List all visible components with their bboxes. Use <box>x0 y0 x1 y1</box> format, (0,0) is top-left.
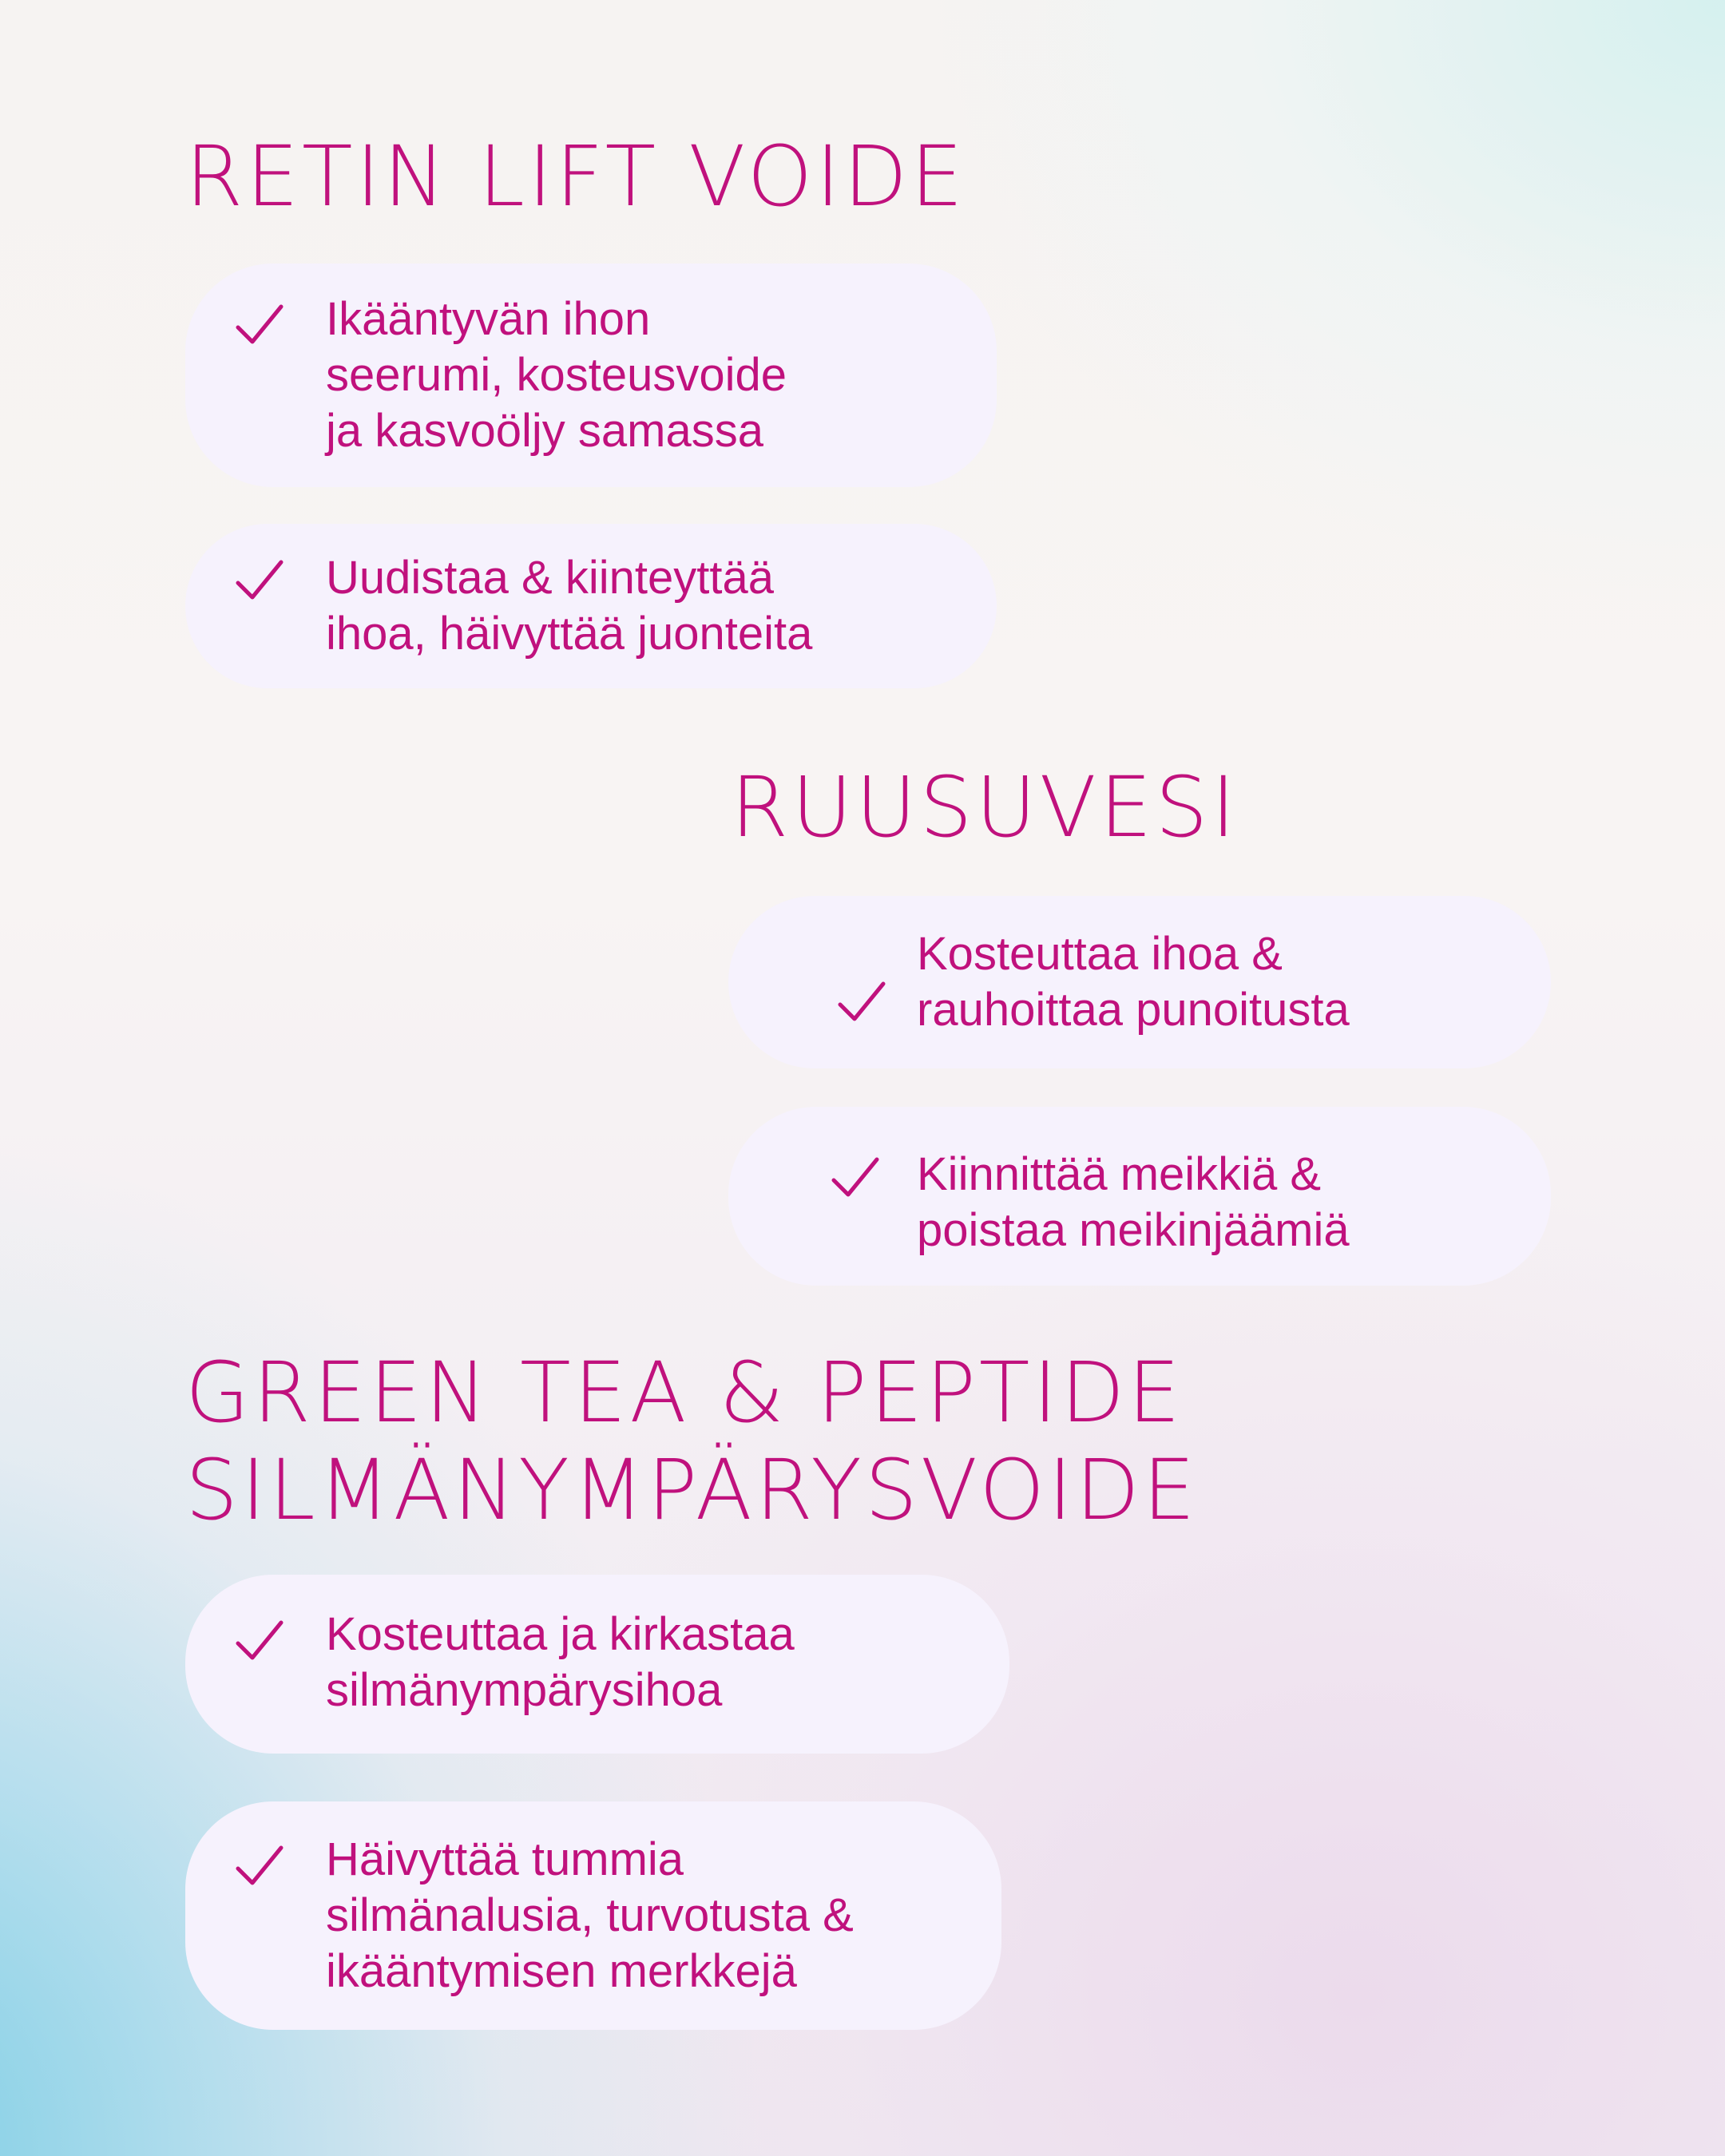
benefit-pill <box>185 1801 1001 2030</box>
benefit-line: silmänympärysihoa <box>326 1664 723 1716</box>
check-icon <box>837 981 886 1022</box>
benefit-pill <box>185 1575 1009 1754</box>
benefit-text <box>326 291 787 459</box>
section-title-ruusuvesi <box>731 759 1239 856</box>
benefit-pill <box>728 1107 1551 1286</box>
check-icon <box>235 1619 284 1661</box>
benefit-pill <box>728 896 1551 1068</box>
section-title-green-tea-peptide <box>185 1344 1199 1539</box>
check-icon <box>831 1156 880 1198</box>
benefit-pill <box>185 524 997 688</box>
section-title-line: GREEN TEA & PEPTIDE <box>185 1344 1184 1441</box>
benefit-line: seerumi, kosteusvoide <box>326 349 787 401</box>
benefit-line: Kiinnittää meikkiä & <box>917 1148 1322 1200</box>
benefit-line: Kosteuttaa ja kirkastaa <box>326 1608 795 1660</box>
benefit-line: ihoa, häivyttää juonteita <box>326 608 813 660</box>
benefit-line: Häivyttää tummia <box>326 1833 684 1885</box>
check-icon <box>235 303 284 345</box>
benefit-text <box>326 1607 795 1718</box>
check-icon <box>235 1845 284 1886</box>
section-title-line: RETIN LIFT VOIDE <box>185 128 966 225</box>
benefit-line: silmänalusia, turvotusta & <box>326 1889 854 1941</box>
benefit-line: Ikääntyvän ihon <box>326 293 651 345</box>
benefit-text <box>917 1147 1350 1258</box>
benefit-line: Uudistaa & kiinteyttää <box>326 552 774 604</box>
section-title-line: RUUSUVESI <box>731 759 1239 856</box>
benefit-pill <box>185 264 997 487</box>
benefit-line: rauhoittaa punoitusta <box>917 984 1350 1036</box>
benefit-line: ja kasvoöljy samassa <box>326 405 763 457</box>
benefit-line: poistaa meikinjäämiä <box>917 1204 1350 1256</box>
benefit-text <box>917 926 1350 1038</box>
check-icon <box>235 559 284 600</box>
benefit-line: ikääntymisen merkkejä <box>326 1945 797 1997</box>
benefit-text <box>326 1832 854 1999</box>
section-title-line: SILMÄNYMPÄRYSVOIDE <box>185 1441 1199 1539</box>
section-title-retin-lift-voide <box>185 128 966 225</box>
benefit-text <box>326 550 812 662</box>
benefit-line: Kosteuttaa ihoa & <box>917 928 1283 980</box>
